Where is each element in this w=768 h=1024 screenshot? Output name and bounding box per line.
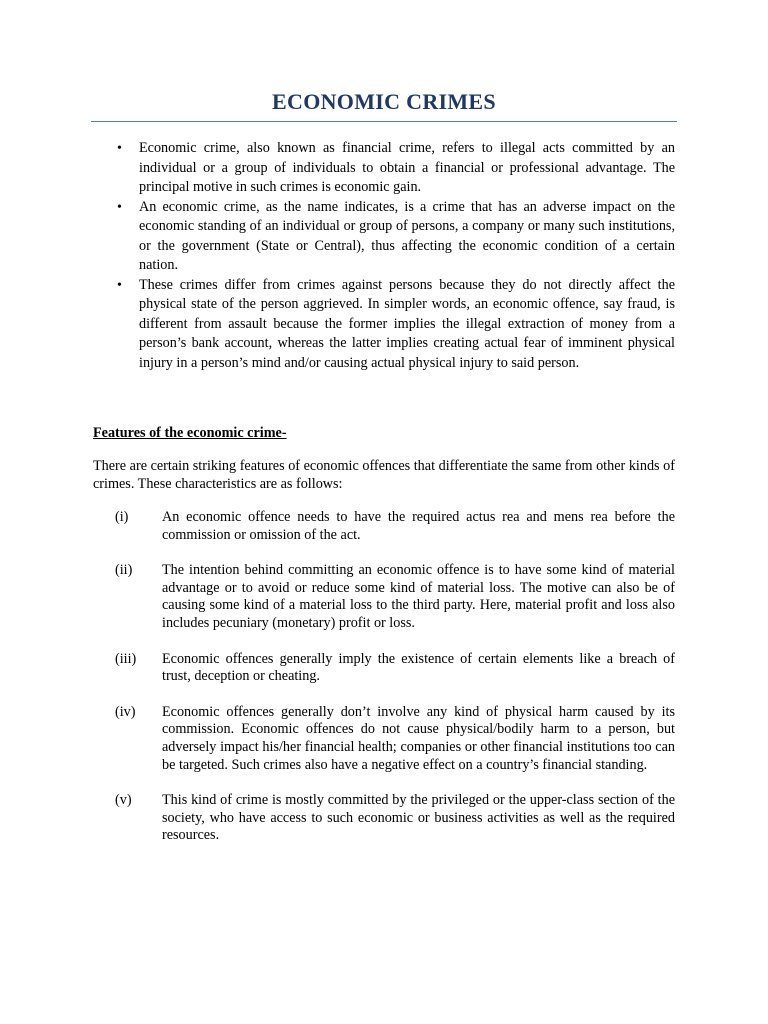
bullet-text: An economic crime, as the name indicates, is a crime that has an adverse impact on the economic standing of an individual or group of persons, a company or many such institutions, or the government (State or Central), thus affecting the economic condition of a certain nation. — [139, 198, 675, 273]
feature-text: An economic offence needs to have the required actus rea and mens rea before the commission or omission of the act. — [162, 509, 675, 543]
feature-item — [93, 704, 675, 774]
feature-number: (v) — [115, 792, 132, 809]
bullet-item — [117, 276, 675, 374]
feature-item — [93, 562, 675, 632]
feature-text: Economic offences generally don’t involve any kind of physical harm caused by its commission. Economic offences do not cause physical/bodily harm to a person, but adversely impact his/her financial health; companies or other financial institutions too can be targeted. Such crimes also have a negative effect on a country’s financial standing. — [162, 703, 675, 773]
bullet-text: Economic crime, also known as financial crime, refers to illegal acts committed by an individual or a group of individuals to obtain a financial or professional advantage. The principal motive in such crimes is economic gain. — [139, 140, 675, 195]
feature-text: This kind of crime is mostly committed by the privileged or the upper-class section of the society, who have access to such economic or business activities as well as the required resources. — [162, 792, 675, 844]
feature-text: Economic offences generally imply the existence of certain elements like a breach of trust, deception or cheating. — [162, 650, 675, 685]
bullet-dot-icon: • — [117, 277, 122, 293]
bullet-text: These crimes differ from crimes against persons because they do not directly affect the physical state of the person aggrieved. In simpler words, an economic offence, say fraud, is different from assault because the former implies the illegal extraction of money from a person’s bank account, whereas the latter implies creating actual fear of imminent physical injury in a person’s mind and/or causing actual physical injury to said person. — [139, 276, 675, 371]
intro-paragraph: There are certain striking features of economic offences that differentiate the same from other kinds of crimes. These characteristics are as follows: — [93, 458, 675, 492]
bullet-item — [117, 139, 675, 198]
bullet-item — [117, 198, 675, 276]
title-underline-rule — [91, 121, 677, 122]
features-list — [93, 509, 675, 863]
section-heading: Features of the economic crime- — [93, 425, 287, 441]
feature-item — [93, 651, 675, 686]
page-title: ECONOMIC CRIMES — [272, 89, 496, 114]
bullet-list — [117, 139, 675, 373]
feature-number: (ii) — [115, 562, 133, 579]
bullet-dot-icon: • — [117, 199, 122, 215]
feature-item — [93, 792, 675, 845]
feature-text: The intention behind committing an economic offence is to have some kind of material advantage or to avoid or reduce some kind of material loss. The motive can also be of causing some kind of a material loss to the third party. Here, material profit and loss also includes pecuniary (monetary) profit or loss. — [162, 562, 675, 631]
feature-number: (i) — [115, 509, 129, 525]
feature-number: (iv) — [115, 703, 136, 720]
feature-item — [93, 509, 675, 544]
feature-number: (iii) — [115, 650, 137, 667]
bullet-dot-icon: • — [117, 141, 122, 156]
